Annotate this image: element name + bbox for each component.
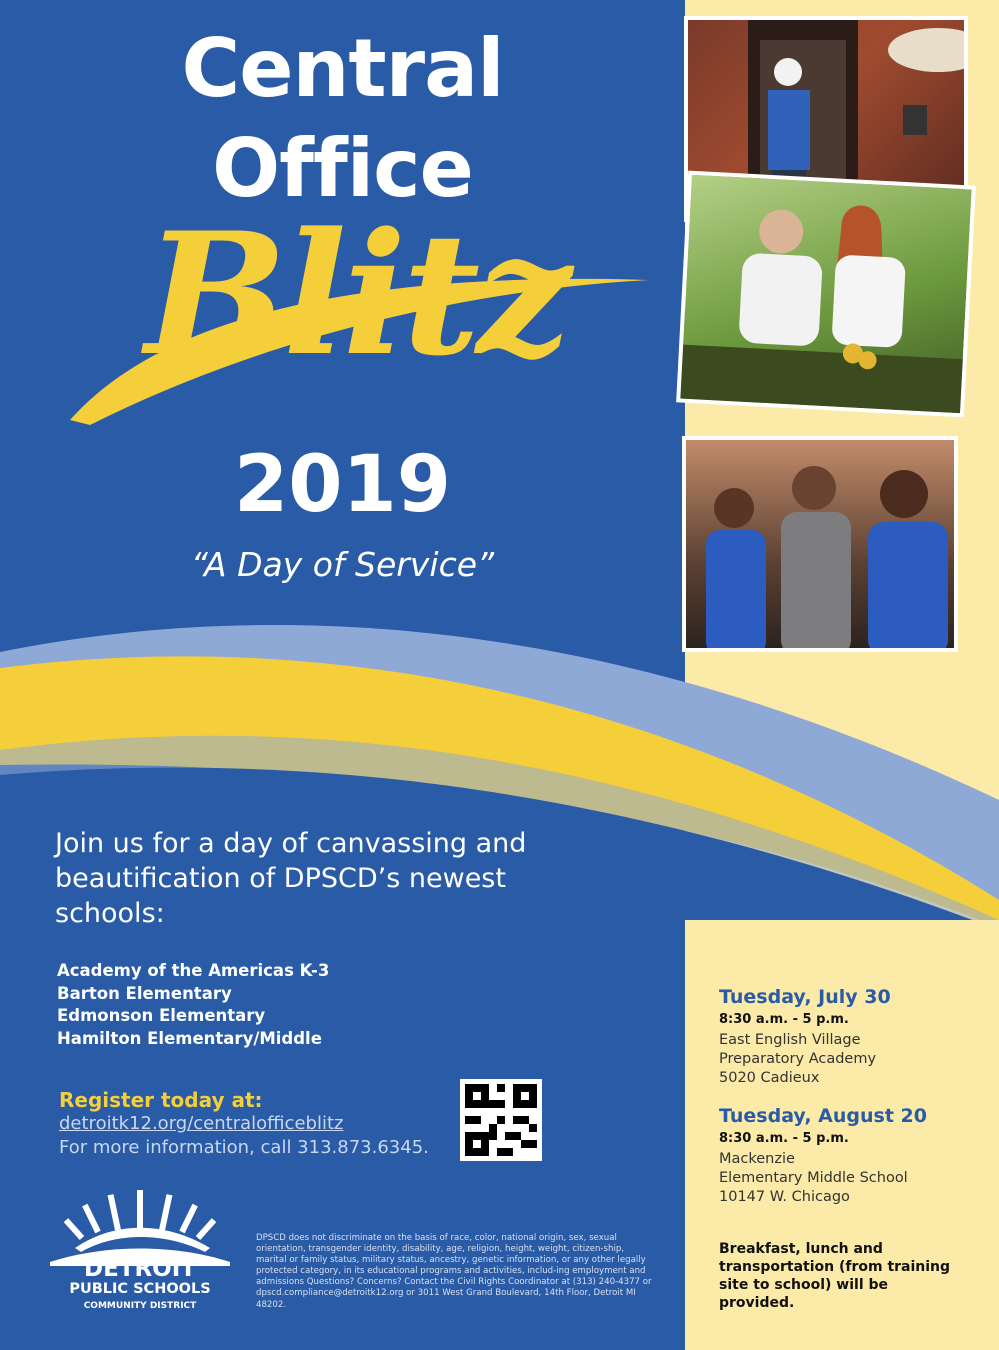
tagline: “A Day of Service” <box>190 545 495 584</box>
event-time: 8:30 a.m. - 5 p.m. <box>719 1012 849 1027</box>
photo-volunteers-gardening <box>676 171 976 418</box>
register-label: Register today at: <box>59 1088 263 1112</box>
event-date: Tuesday, August 20 <box>719 1105 927 1127</box>
logo-subtitle-small: COMMUNITY DISTRICT <box>83 1301 197 1311</box>
qr-code[interactable] <box>460 1079 542 1161</box>
logo-subtitle: PUBLIC SCHOOLS <box>69 1281 211 1297</box>
event-time: 8:30 a.m. - 5 p.m. <box>719 1131 849 1146</box>
event-location-line: 10147 W. Chicago <box>719 1189 850 1205</box>
school-item: Hamilton Elementary/Middle <box>57 1028 322 1048</box>
event-block <box>719 986 979 1088</box>
intro-text: Join us for a day of canvassing and beautification of DPSCD’s newest schools: <box>55 828 527 929</box>
disclaimer: DPSCD does not discriminate on the basis of race, color, national origin, sex, sexual orientation, transgender identity, disability, age, religion, height, weight, citizen-ship, marital or family status, military status, ancestry, genetic information, or any other legally protected category, in its educational programs and activities, includ-ing employment and admissions Questions? Concerns? Contact the Civil Rights Coordinator at (313) 240-4377 or dpscd.compliance@detroitk12.org or 3011 West Grand Boulevard, 14th Floor, Detroit MI 48202. <box>256 1233 652 1310</box>
school-item: Academy of the Americas K-3 <box>57 961 330 980</box>
event-location-line: Mackenzie <box>719 1151 795 1167</box>
photo-volunteers-with-resident <box>682 436 958 652</box>
event-location-line: Elementary Middle School <box>719 1170 908 1186</box>
school-list <box>57 960 329 1050</box>
sunburst-logo-icon <box>45 1186 235 1266</box>
event-block <box>719 1105 979 1207</box>
title-year: 2019 <box>233 440 452 530</box>
register-link[interactable]: detroitk12.org/centralofficeblitz <box>59 1113 344 1134</box>
event-location-line: Preparatory Academy <box>719 1051 877 1067</box>
event-location-line: East English Village <box>719 1032 861 1048</box>
event-date: Tuesday, July 30 <box>719 986 891 1008</box>
title-line-2: Office <box>212 122 473 215</box>
title-script-blitz: Blitz <box>145 195 568 393</box>
school-item: Edmonson Elementary <box>57 1006 266 1025</box>
provided-note: Breakfast, lunch and transportation (from training site to school) will be provided. <box>719 1241 951 1311</box>
info-phone: For more information, call 313.873.6345. <box>59 1137 429 1158</box>
school-item: Barton Elementary <box>57 983 232 1003</box>
logo-name: DETROIT <box>83 1256 196 1282</box>
title-line-1: Central <box>181 22 504 115</box>
event-location-line: 5020 Cadieux <box>719 1070 820 1086</box>
